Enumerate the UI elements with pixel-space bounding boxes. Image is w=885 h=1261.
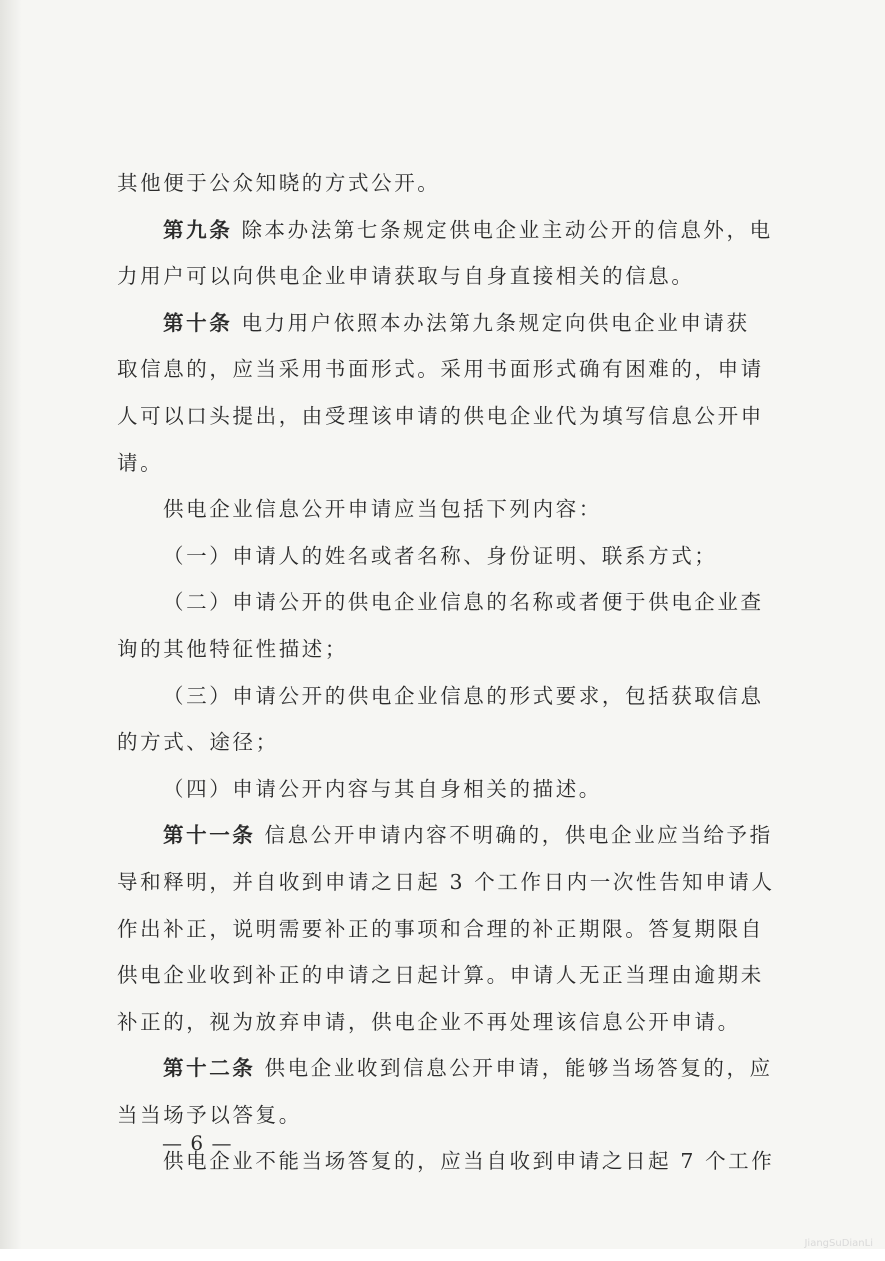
line-text: （三）申请公开的供电企业信息的形式要求，包括获取信息 (163, 683, 764, 708)
document-body (117, 160, 777, 1185)
line-text: 当当场予以答复。 (117, 1102, 302, 1127)
scan-edge-shadow (0, 0, 22, 1261)
line-text: 信息公开申请内容不明确的，供电企业应当给予指 (264, 823, 773, 848)
line-text: （二）申请公开的供电企业信息的名称或者便于供电企业查 (163, 590, 764, 615)
line-text: 导和释明，并自收到申请之日起 3 个工作日内一次性告知申请人 (117, 869, 775, 894)
line-text: （一）申请人的姓名或者名称、身份证明、联系方式； (163, 543, 718, 568)
line-text: （四）申请公开内容与其自身相关的描述。 (163, 776, 602, 801)
page-number: — 6 — (162, 1131, 233, 1155)
list-item (117, 673, 777, 720)
line-text: 的方式、途径； (117, 730, 279, 755)
list-item (117, 579, 777, 626)
text-line (117, 253, 777, 300)
line-text: 供电企业不能当场答复的，应当自收到申请之日起 7 个工作 (163, 1149, 775, 1174)
text-line (117, 393, 777, 440)
line-text: 取信息的，应当采用书面形式。采用书面形式确有困难的，申请 (117, 357, 764, 382)
article-line (117, 812, 777, 859)
scan-bottom-edge (0, 1249, 885, 1261)
text-line (117, 906, 777, 953)
article-label: 第十二条 (163, 1056, 256, 1081)
line-text: 询的其他特征性描述； (117, 636, 348, 661)
text-line (117, 160, 777, 207)
line-text: 除本办法第七条规定供电企业主动公开的信息外，电 (241, 217, 773, 242)
line-text: 供电企业信息公开申请应当包括下列内容： (163, 497, 602, 522)
line-text: 补正的，视为放弃申请，供电企业不再处理该信息公开申请。 (117, 1009, 741, 1034)
watermark-text: JiangSuDianLi (804, 1238, 873, 1249)
article-label: 第九条 (163, 217, 233, 242)
text-line (117, 626, 777, 673)
text-line (117, 719, 777, 766)
text-line (117, 346, 777, 393)
text-line (117, 440, 777, 487)
text-line (117, 952, 777, 999)
text-line (117, 999, 777, 1046)
article-line (117, 1045, 777, 1092)
article-label: 第十一条 (163, 823, 256, 848)
list-item (117, 766, 777, 813)
article-line (117, 207, 777, 254)
line-text: 力用户可以向供电企业申请获取与自身直接相关的信息。 (117, 264, 695, 289)
line-text: 电力用户依照本办法第九条规定向供电企业申请获 (241, 310, 750, 335)
article-label: 第十条 (163, 310, 233, 335)
text-line (117, 486, 777, 533)
line-text: 供电企业收到补正的申请之日起计算。申请人无正当理由逾期未 (117, 963, 764, 988)
line-text: 请。 (117, 450, 164, 475)
line-text: 作出补正，说明需要补正的事项和合理的补正期限。答复期限自 (117, 916, 764, 941)
line-text: 其他便于公众知晓的方式公开。 (117, 171, 441, 195)
text-line (117, 859, 777, 906)
article-line (117, 300, 777, 347)
line-text: 供电企业收到信息公开申请，能够当场答复的，应 (264, 1056, 773, 1081)
line-text: 人可以口头提出，由受理该申请的供电企业代为填写信息公开申 (117, 403, 764, 428)
list-item (117, 533, 777, 580)
